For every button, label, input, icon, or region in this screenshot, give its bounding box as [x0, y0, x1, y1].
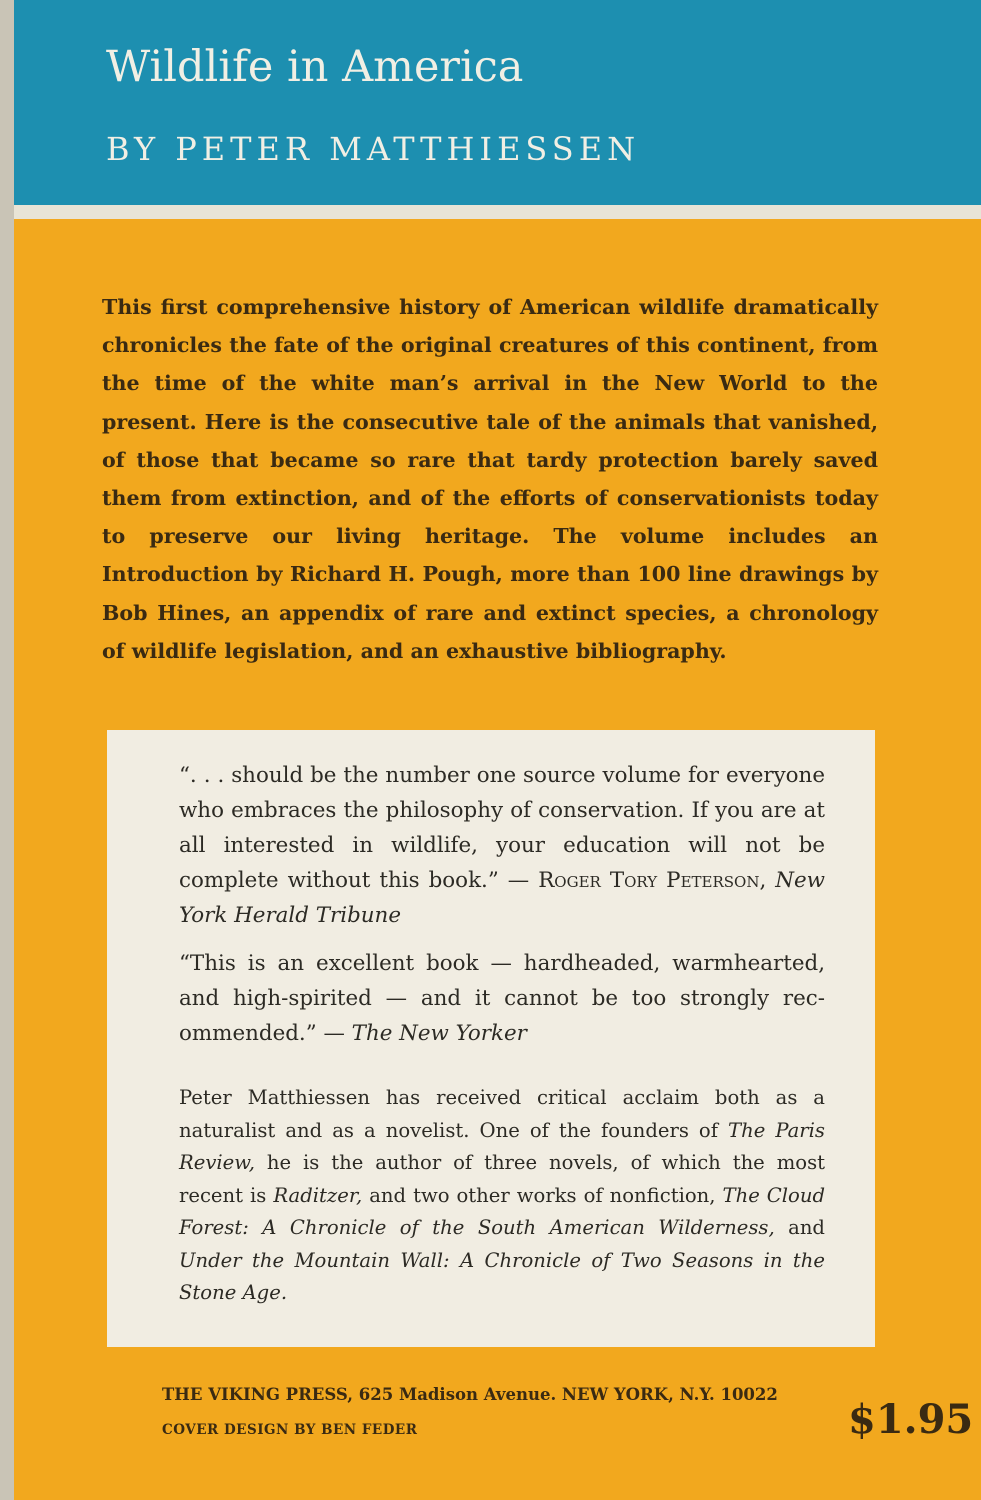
quote-text: “This is an excellent book — hardheaded, warmhearted, and high-spirited — and it cannot be too strongly recommended.” [179, 951, 825, 1046]
cover-design-credit: COVER DESIGN BY BEN FEDER [162, 1422, 418, 1438]
bio-title: Under the Mountain Wall: A Chronicle of Two Seasons in the Stone Age. [179, 1248, 825, 1304]
publisher-address: THE VIKING PRESS, 625 Madison Avenue. NEW YORK, N.Y. 10022 [162, 1385, 778, 1404]
bio-title: Raditzer, [273, 1183, 363, 1207]
bio-title: The Cloud Forest: A Chronicle of the South American Wilderness, [179, 1183, 825, 1239]
quote-text: “. . . should be the number one source volume for everyone who embraces the philosophy of conservation. If you are at all interested in wildlife, your education will not be complete without this book.” [179, 763, 825, 893]
price-tag: $1.95 [848, 1396, 974, 1443]
bio-text: and [774, 1216, 825, 1239]
bio-title: The Paris Review, [179, 1118, 825, 1174]
quote-source: The New Yorker [351, 1021, 527, 1046]
author-line: BY PETER MATTHIESSEN [106, 130, 641, 168]
quote-separator: , [759, 868, 776, 893]
quote-attribution: Roger Tory Peterson [538, 868, 760, 893]
quote-source: New York Herald Tribune [179, 868, 825, 928]
bio-text: he is the author of three novels, of which the most recent is [179, 1151, 825, 1207]
author-bio [179, 1082, 825, 1310]
review-quote [179, 758, 825, 933]
quote-dash: — [498, 868, 539, 893]
bio-text: and two other works of nonfiction, [362, 1183, 723, 1207]
review-quote [179, 946, 825, 1051]
review-panel [107, 730, 875, 1347]
bio-text: Peter Matthiessen has received critical acclaim both as a naturalist and as a novelist. One of the founders of [179, 1086, 825, 1142]
header-divider [14, 205, 981, 219]
header-band [14, 0, 981, 205]
book-title: Wildlife in America [106, 42, 524, 92]
quote-dash: — [316, 1021, 352, 1046]
description-blurb: This first comprehensive history of American wildlife dramatically chronicles the fate of the original creatures of this continent, from the time of the white man’s arrival in the New World to the present. Here is the consecutive tale of the animals that vanished, of those that became so rare that tardy protection barely saved them from extinction, and of the efforts of conservationists today to preserve our living heritage. The volume includes an Introduction by Richard H. Pough, more than 100 line drawings by Bob Hines, an appendix of rare and extinct species, a chronology of wildlife legislation, and an exhaustive bibliography. [102, 295, 878, 663]
book-back-cover [14, 0, 981, 1500]
